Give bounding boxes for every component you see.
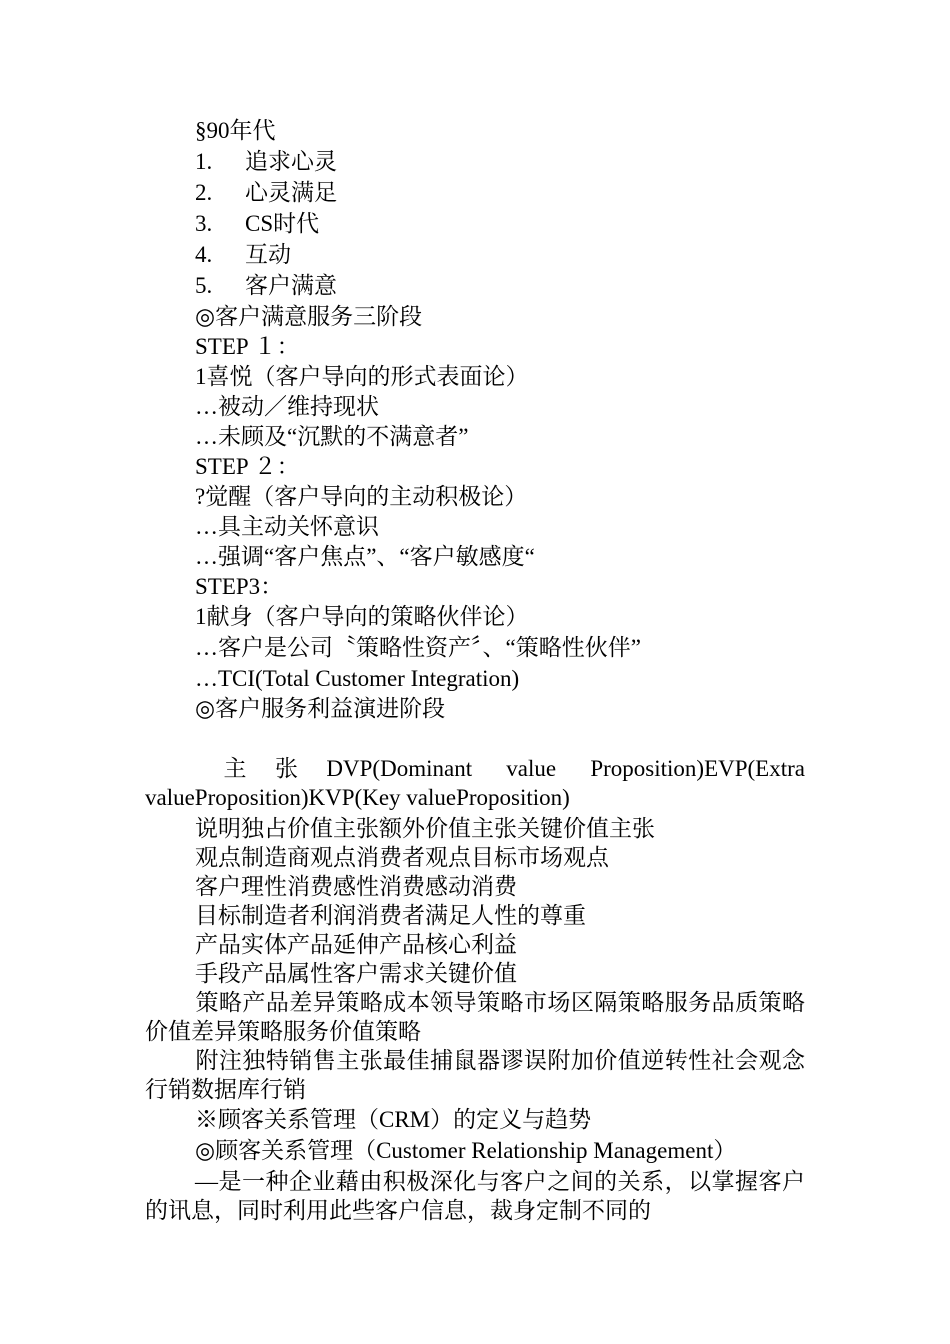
row-text: 说明独占价值主张额外价值主张关键价值主张	[195, 816, 655, 841]
list-item	[195, 240, 291, 270]
list-item	[195, 147, 337, 177]
list-number: 5.	[195, 273, 213, 298]
step1-point: …被动／维持现状	[195, 394, 379, 419]
list-text: CS时代	[245, 211, 320, 236]
step1-point: …未顾及“沉默的不满意者”	[195, 424, 469, 449]
stages-heading: ◎客户满意服务三阶段	[195, 304, 423, 329]
list-text: 心灵满足	[245, 180, 337, 205]
crm-definition-heading	[145, 1136, 805, 1165]
table-row	[145, 901, 805, 930]
claim-text: 主张DVP(Dominant value Proposition)EVP(Extra valueProposition)KVP(Key valueProposition)	[145, 756, 805, 810]
crm-definition-heading-text: ◎顾客关系管理（Customer Relationship Management）	[195, 1138, 737, 1163]
list-item	[195, 271, 337, 301]
step2-point: …具主动关怀意识	[195, 514, 379, 539]
crm-trend-heading	[145, 1105, 805, 1134]
step1-label: STEP １：	[195, 334, 300, 359]
crm-trend-text: ※顾客关系管理（CRM）的定义与趋势	[195, 1107, 592, 1132]
list-number: 1.	[195, 149, 213, 174]
table-row	[145, 814, 805, 843]
list-item	[195, 178, 337, 208]
list-text: 客户满意	[245, 273, 337, 298]
crm-definition-paragraph	[145, 1167, 805, 1225]
list-number: 3.	[195, 211, 213, 236]
table-row	[145, 872, 805, 901]
table-row	[145, 843, 805, 872]
step3-title: 1献身（客户导向的策略伙伴论）	[195, 604, 529, 629]
step2-label: STEP ２：	[195, 454, 300, 479]
row-text: 策略产品差异策略成本领导策略市场区隔策略服务品质策略价值差异策略服务价值策略	[145, 990, 805, 1044]
list-text: 互动	[245, 242, 291, 267]
claim-paragraph	[145, 754, 805, 812]
row-text: 产品实体产品延伸产品核心利益	[195, 932, 517, 957]
table-row	[145, 1046, 805, 1104]
list-number: 4.	[195, 242, 213, 267]
step2-title: ?觉醒（客户导向的主动积极论）	[195, 484, 528, 509]
section-heading-90s: §90年代	[195, 118, 276, 143]
row-text: 目标制造者利润消费者满足人性的尊重	[195, 903, 586, 928]
step2-point: …强调“客户焦点”、“客户敏感度“	[195, 544, 535, 569]
step3-label: STEP3：	[195, 574, 284, 599]
list-number: 2.	[195, 180, 213, 205]
table-row	[145, 988, 805, 1046]
step1-title: 1喜悦（客户导向的形式表面论）	[195, 364, 529, 389]
step3-point: …TCI(Total Customer Integration)	[195, 666, 520, 691]
row-text: 观点制造商观点消费者观点目标市场观点	[195, 845, 609, 870]
table-row	[145, 930, 805, 959]
row-text: 客户理性消费感性消费感动消费	[195, 874, 517, 899]
list-text: 追求心灵	[245, 149, 337, 174]
row-text: 附注独特销售主张最佳捕鼠器谬误附加价值逆转性社会观念行销数据库行销	[145, 1048, 805, 1102]
step3-point: …客户是公司〝策略性资产〞、“策略性伙伴”	[195, 635, 641, 660]
crm-definition-text: —是一种企业藉由积极深化与客户之间的关系，以掌握客户的讯息，同时利用此些客户信息，裁身定制不同的	[145, 1169, 805, 1223]
table-row	[145, 959, 805, 988]
list-item	[195, 209, 319, 239]
evolution-heading: ◎客户服务利益演进阶段	[195, 696, 446, 721]
row-text: 手段产品属性客户需求关键价值	[195, 961, 517, 986]
